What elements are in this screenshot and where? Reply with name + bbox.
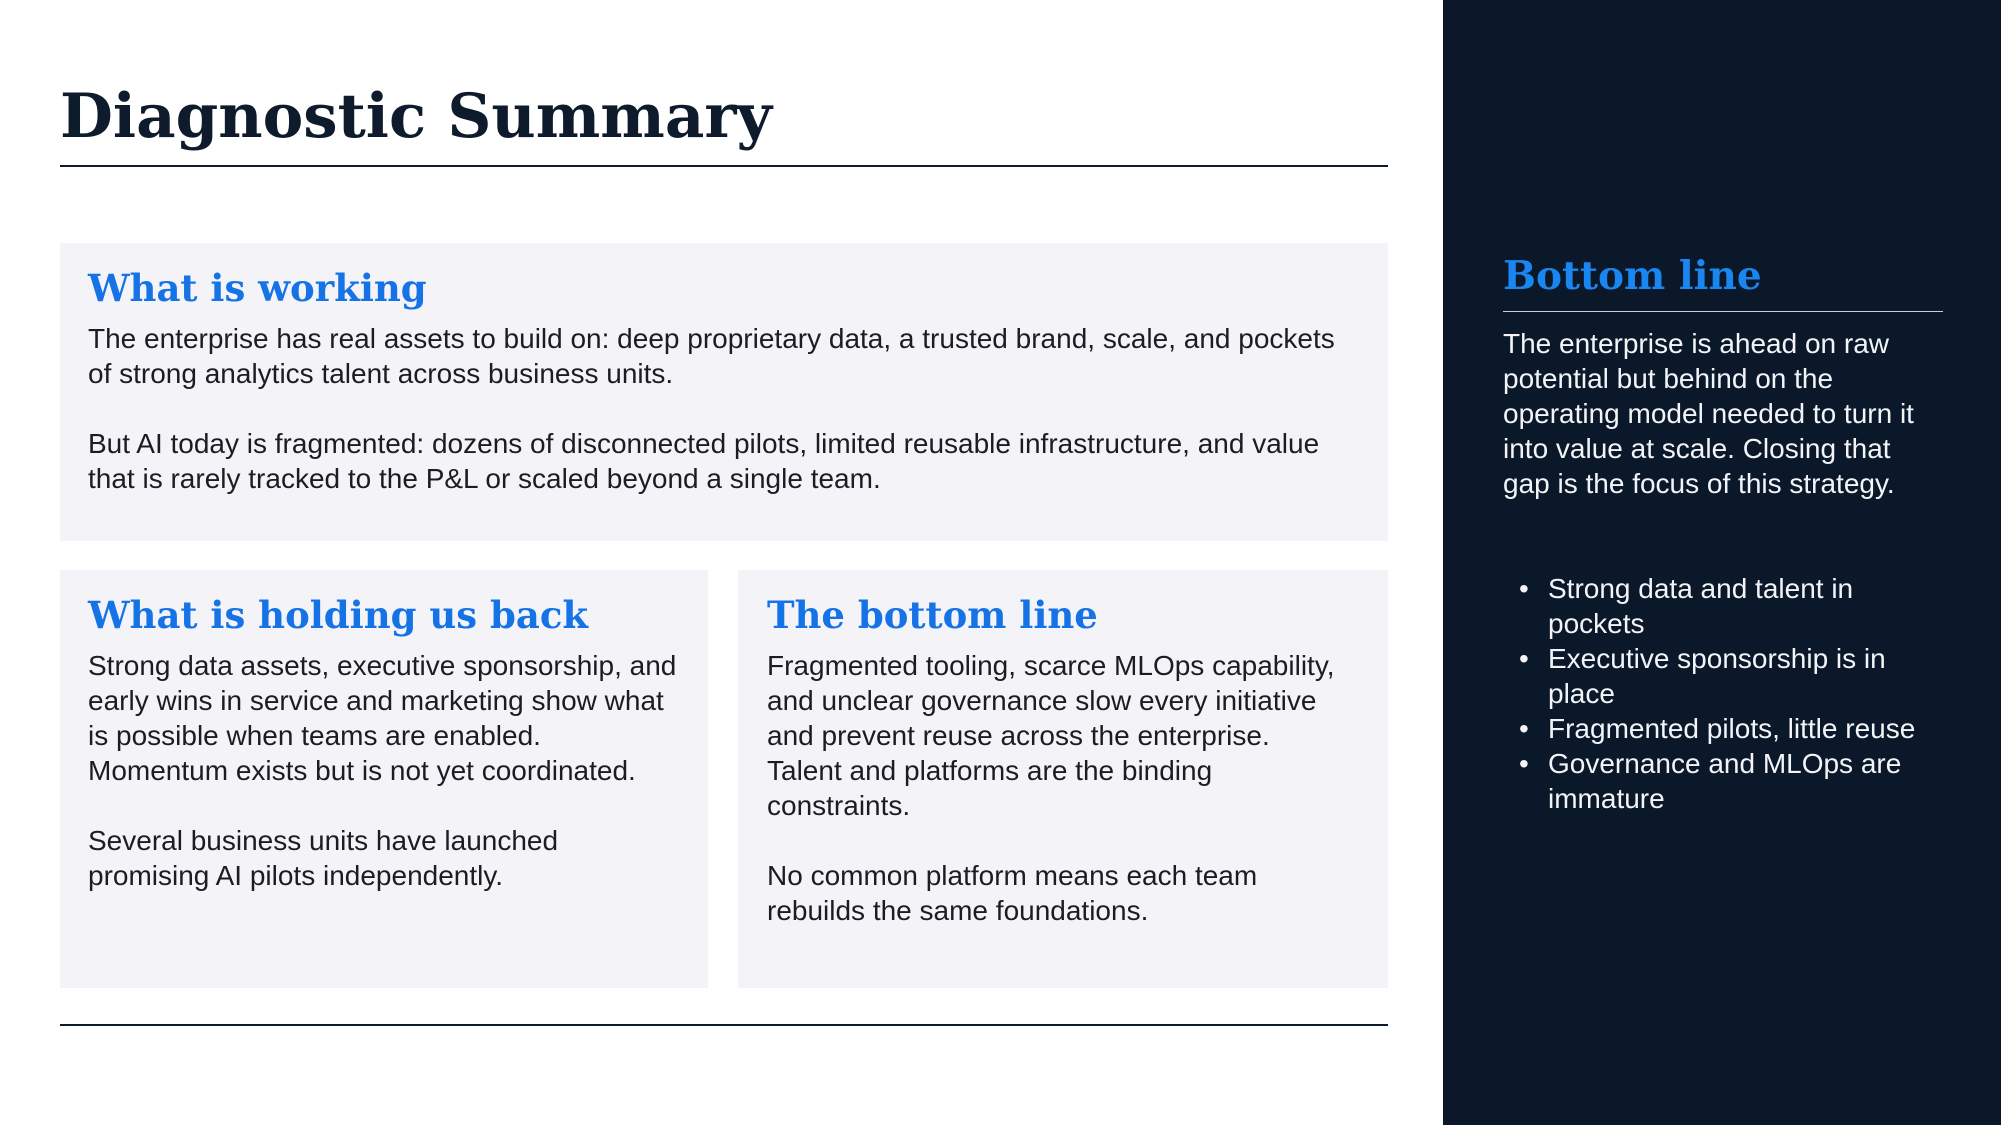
card-paragraph: No common platform means each team rebuilds the same foundations. (767, 860, 1258, 926)
bullet-item (1503, 641, 1943, 711)
sidebar-bullet-list (1503, 571, 1943, 816)
what-is-working-card (60, 243, 1388, 541)
bullet-text: Executive sponsorship is in place (1548, 643, 1886, 709)
card-heading: What is working (88, 266, 427, 310)
the-bottom-line-card (738, 570, 1388, 988)
card-heading: The bottom line (767, 593, 1098, 637)
card-paragraph: Momentum exists but is not yet coordinated. (88, 755, 636, 786)
bullet-dot-icon: • (1519, 573, 1529, 604)
card-body (767, 648, 1360, 928)
bullet-item (1503, 571, 1943, 641)
card-paragraph: Talent and platforms are the binding constraints. (767, 755, 1213, 821)
bullet-text: Fragmented pilots, little reuse (1548, 713, 1916, 744)
card-paragraph: Several business units have launched promising AI pilots independently. (88, 825, 559, 891)
card-paragraph: But AI today is fragmented: dozens of disconnected pilots, limited reusable infrastructure, and value that is rarely tracked to the P&L or scaled beyond a single team. (88, 428, 1320, 494)
title-divider (60, 165, 1388, 167)
bullet-dot-icon: • (1519, 713, 1529, 744)
card-paragraph: Fragmented tooling, scarce MLOps capability, and unclear governance slow every initiative and prevent reuse across the enterprise. (767, 650, 1335, 751)
card-body (88, 321, 1358, 496)
sidebar-summary: The enterprise is ahead on raw potential but behind on the operating model needed to turn it into value at scale. Closing that gap is the focus of this strategy. (1503, 328, 1914, 499)
bullet-dot-icon: • (1519, 643, 1529, 674)
card-paragraph: Strong data assets, executive sponsorship, and early wins in service and marketing show what is possible when teams are enabled. (88, 650, 677, 751)
bullet-text: Governance and MLOps are immature (1548, 748, 1902, 814)
card-body (88, 648, 680, 893)
sidebar-heading: Bottom line (1503, 253, 1762, 299)
bullet-item (1503, 711, 1943, 746)
bullet-item (1503, 746, 1943, 816)
sidebar-divider (1503, 311, 1943, 312)
bullet-text: Strong data and talent in pockets (1548, 573, 1854, 639)
bottom-line-sidebar (1443, 0, 2001, 1125)
card-paragraph: The enterprise has real assets to build on: deep proprietary data, a trusted brand, scale, and pockets of strong analytics talent across business units. (88, 323, 1335, 389)
bullet-dot-icon: • (1519, 748, 1529, 779)
page-title: Diagnostic Summary (60, 81, 772, 152)
holding-us-back-card (60, 570, 708, 988)
card-heading: What is holding us back (88, 593, 589, 637)
footer-divider (60, 1024, 1388, 1026)
